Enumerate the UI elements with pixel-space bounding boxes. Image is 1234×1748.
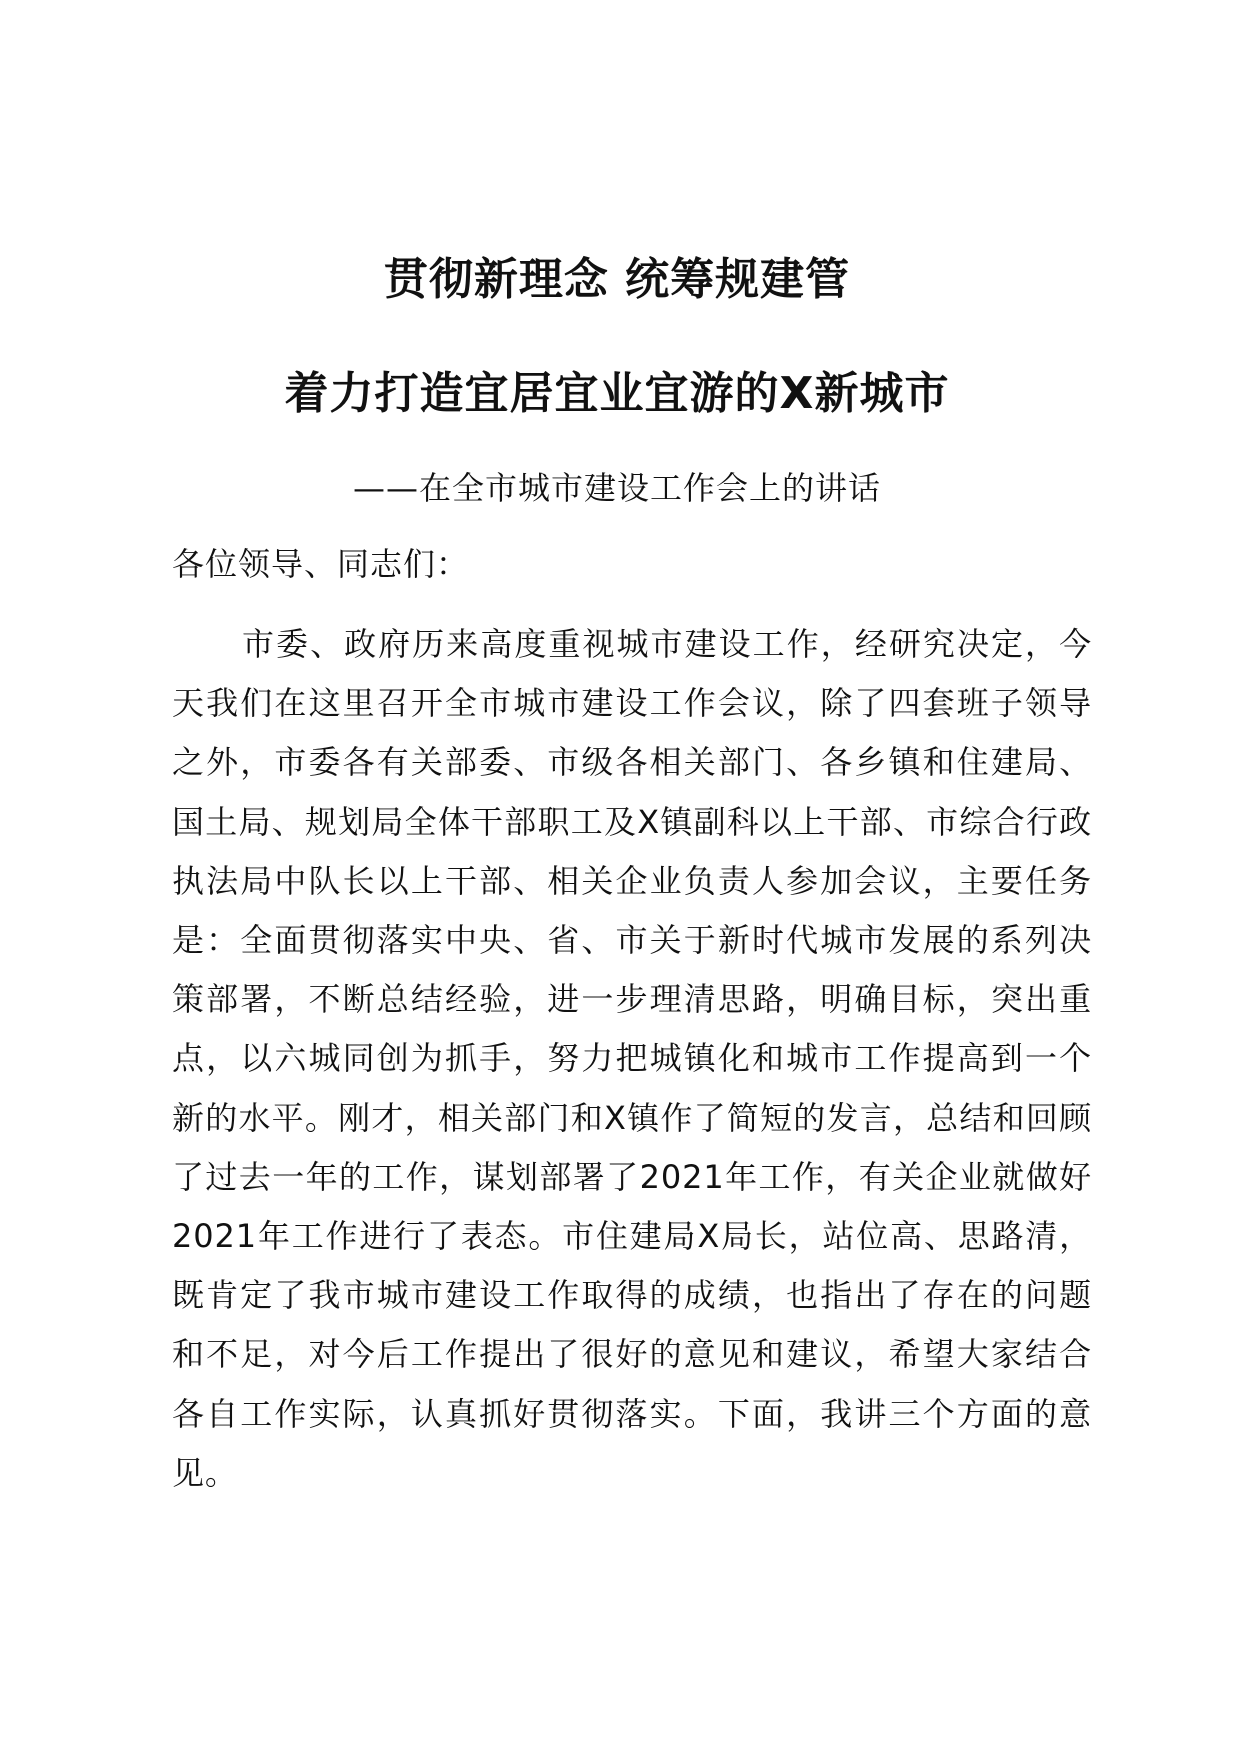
title-line-2: 着力打造宜居宜业宜游的X新城市 [284,368,950,419]
title-line-1: 贯彻新理念 统筹规建管 [383,254,851,305]
body-paragraph: 市委、政府历来高度重视城市建设工作，经研究决定，今天我们在这里召开全市城市建设工作会议，除了四套班子领导之外，市委各有关部委、市级各相关部门、各乡镇和住建局、国土局、规划局全体干部职工及X镇副科以上干部、市综合行政执法局中队长以上干部、相关企业负责人参加会议，主要任务是：全面贯彻落实中央、省、市关于新时代城市发展的系列决策部署，不断总结经验，进一步理清思路，明确目标，突出重点，以六城同创为抓手，努力把城镇化和城市工作提高到一个新的水平。刚才，相关部门和X镇作了简短的发言，总结和回顾了过去一年的工作，谋划部署了2021年工作，有关企业就做好2021年工作进行了表态。市住建局X局长，站位高、思路清，既肯定了我市城市建设工作取得的成绩，也指出了存在的问题和不足，对今后工作提出了很好的意见和建议，希望大家结合各自工作实际，认真抓好贯彻落实。下面，我讲三个方面的意见。 [172,625,1092,1492]
subtitle: ——在全市城市建设工作会上的讲话 [352,469,881,507]
salutation: 各位领导、同志们： [172,545,470,583]
